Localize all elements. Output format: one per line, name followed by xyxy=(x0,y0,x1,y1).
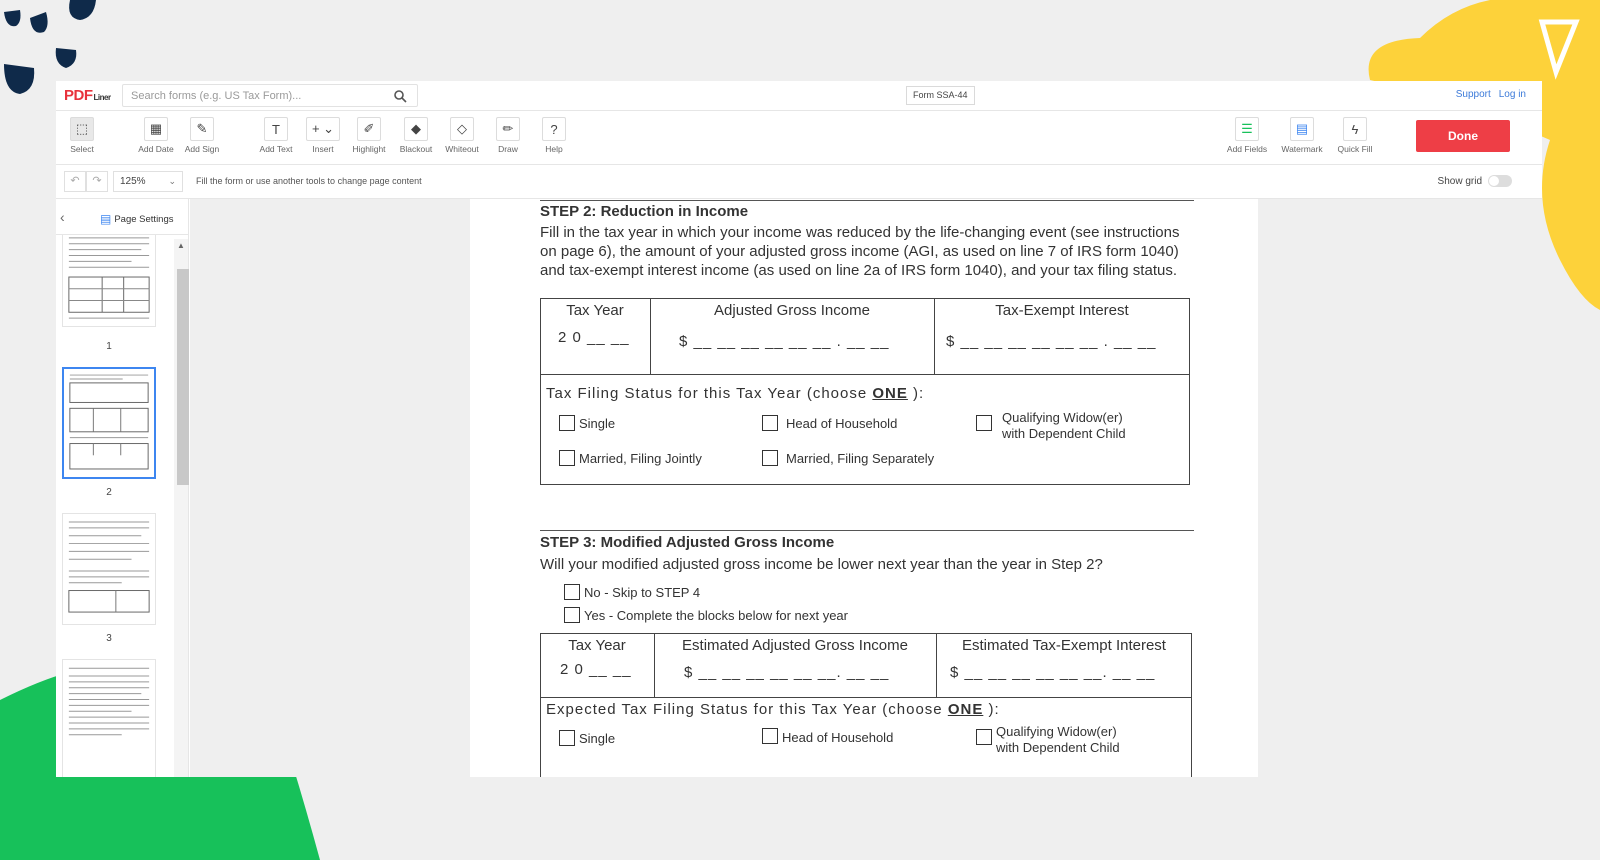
page-thumbnail-4[interactable] xyxy=(62,659,156,777)
add-text-label: Add Text xyxy=(259,144,293,154)
undo-icon[interactable]: ↶ xyxy=(64,171,86,192)
thumbnail-scrollbar[interactable] xyxy=(174,239,188,777)
settings-doc-icon: ▤ xyxy=(100,212,112,226)
quick-fill-tool[interactable] xyxy=(1331,117,1379,154)
section-divider xyxy=(540,530,1194,531)
table-divider xyxy=(540,374,1190,375)
step3-yes-label: Yes - Complete the blocks below for next year xyxy=(584,608,848,623)
hint-text: Fill the form or use another tools to change page content xyxy=(196,176,422,186)
logo-text: PDF xyxy=(64,87,93,104)
step3-hoh-checkbox[interactable] xyxy=(762,728,778,744)
support-link[interactable]: Support xyxy=(1455,89,1491,100)
step2-tax-year-field[interactable]: 2 0 __ __ xyxy=(558,329,630,346)
add-text-tool[interactable] xyxy=(252,117,300,154)
blackout-icon: ◆ xyxy=(404,117,428,141)
watermark-label: Watermark xyxy=(1281,144,1323,154)
step3-tax-year-field[interactable]: 2 0 __ __ xyxy=(560,661,632,678)
lightning-icon: ϟ xyxy=(1343,117,1367,141)
app-window xyxy=(56,81,1542,777)
filing-one: ONE xyxy=(872,385,908,402)
signature-icon: ✎ xyxy=(190,117,214,141)
select-label: Select xyxy=(70,144,94,154)
thumbnail-preview-icon xyxy=(63,660,155,777)
page-number-3: 3 xyxy=(106,633,112,644)
step3-title: STEP 3: Modified Adjusted Gross Income xyxy=(540,534,835,551)
calendar-icon: ▦ xyxy=(144,117,168,141)
step3-col-eagi: Estimated Adjusted Gross Income xyxy=(682,637,908,654)
draw-label: Draw xyxy=(498,144,518,154)
step3-no-label: No - Skip to STEP 4 xyxy=(584,585,701,600)
filing-one: ONE xyxy=(947,701,984,718)
step2-qw-checkbox[interactable] xyxy=(976,415,992,431)
filing-suffix: ): xyxy=(907,385,925,402)
watermark-icon: ▤ xyxy=(1290,117,1314,141)
whiteout-tool[interactable] xyxy=(438,117,486,154)
chevron-left-icon[interactable]: ‹ xyxy=(60,209,65,225)
sub-toolbar xyxy=(56,165,1542,199)
thumbnail-list xyxy=(56,235,174,777)
step3-qw-label-1: Qualifying Widow(er) xyxy=(996,724,1117,739)
done-button[interactable]: Done xyxy=(1416,120,1510,152)
step3-qw-checkbox[interactable] xyxy=(976,729,992,745)
cursor-icon: ⬚ xyxy=(70,117,94,141)
step2-instructions: Fill in the tax year in which your income was reduced by the life-changing event (see instructions on page 6), the amount of your adjusted gross income (AGI, as used on line 7 of IRS form 1040) and tax-exempt interest income (as used on line 2a of IRS form 1040), and your tax filing status. xyxy=(540,224,1180,279)
table-divider xyxy=(540,697,1192,698)
filing-prefix: Tax Filing Status for this Tax Year (choose xyxy=(546,385,873,402)
document-page xyxy=(470,199,1258,777)
step3-col-etei: Estimated Tax-Exempt Interest xyxy=(962,637,1166,654)
fields-icon: ☰ xyxy=(1235,117,1259,141)
step2-hoh-label: Head of Household xyxy=(786,416,898,431)
page-settings-label: Page Settings xyxy=(114,213,174,225)
toolbar xyxy=(56,111,1542,165)
step3-eagi-field[interactable]: $ __ __ __ __ __ __. __ __ xyxy=(684,664,890,681)
filing-prefix: Expected Tax Filing Status for this Tax Year (choose xyxy=(546,701,948,718)
whiteout-label: Whiteout xyxy=(445,144,479,154)
page-thumbnail-3[interactable] xyxy=(62,513,156,625)
logo-sub-text: Liner xyxy=(93,93,111,102)
redo-icon[interactable]: ↷ xyxy=(86,171,108,192)
step2-hoh-checkbox[interactable] xyxy=(762,415,778,431)
step2-mfs-checkbox[interactable] xyxy=(762,450,778,466)
thumbnail-preview-icon xyxy=(63,514,155,624)
page-number-2: 2 xyxy=(106,487,112,498)
eraser-icon: ◇ xyxy=(450,117,474,141)
document-title: Form SSA-44 xyxy=(906,86,975,105)
document-canvas xyxy=(190,199,1542,777)
blackout-label: Blackout xyxy=(399,144,433,154)
show-grid-toggle[interactable] xyxy=(1488,175,1512,187)
top-bar xyxy=(56,81,1542,111)
add-fields-label: Add Fields xyxy=(1226,144,1268,154)
page-thumbnail-1[interactable] xyxy=(62,235,156,327)
highlight-tool[interactable] xyxy=(345,117,393,154)
select-tool[interactable] xyxy=(58,117,106,154)
page-settings-button[interactable] xyxy=(100,212,174,226)
insert-tool[interactable] xyxy=(299,117,347,154)
search-icon[interactable] xyxy=(393,89,407,103)
add-date-tool[interactable] xyxy=(132,117,180,154)
step2-single-label: Single xyxy=(579,416,616,431)
zoom-select[interactable] xyxy=(113,171,183,192)
pdfliner-logo[interactable] xyxy=(64,87,111,104)
zoom-value: 125% xyxy=(120,176,146,187)
text-icon: T xyxy=(264,117,288,141)
step3-qw-label-2: with Dependent Child xyxy=(996,740,1120,755)
step3-filing-status-label xyxy=(546,701,1000,718)
show-grid-label: Show grid xyxy=(1437,175,1482,187)
filing-suffix: ): xyxy=(983,701,1000,718)
step2-title: STEP 2: Reduction in Income xyxy=(540,203,749,220)
chevron-down-icon: ⌄ xyxy=(168,176,176,186)
search-input[interactable] xyxy=(123,90,383,102)
search-box xyxy=(122,84,418,107)
login-link[interactable]: Log in xyxy=(1498,89,1526,100)
quick-fill-label: Quick Fill xyxy=(1337,144,1373,154)
step2-tei-field[interactable]: $ __ __ __ __ __ __ . __ __ xyxy=(946,333,1157,350)
watermark-tool[interactable] xyxy=(1278,117,1326,154)
step3-single-label: Single xyxy=(579,731,616,746)
step2-qw-label-2: with Dependent Child xyxy=(1002,426,1126,441)
step2-filing-status-label xyxy=(546,385,924,402)
insert-label: Insert xyxy=(312,144,334,154)
blackout-tool[interactable] xyxy=(392,117,440,154)
step3-no-checkbox[interactable] xyxy=(564,584,580,600)
page-sidebar xyxy=(56,199,189,777)
add-date-label: Add Date xyxy=(138,144,174,154)
page-thumbnail-2[interactable] xyxy=(62,367,156,479)
step2-mfj-label: Married, Filing Jointly xyxy=(579,451,702,466)
highlighter-icon: ✐ xyxy=(357,117,381,141)
step2-col-tax-year: Tax Year xyxy=(566,302,624,319)
step3-hoh-label: Head of Household xyxy=(782,730,894,745)
scroll-up-icon[interactable]: ▲ xyxy=(177,241,185,250)
step2-agi-field[interactable]: $ __ __ __ __ __ __ . __ __ xyxy=(679,333,890,350)
sidebar-header xyxy=(56,199,189,235)
step2-mfj-checkbox[interactable] xyxy=(559,450,575,466)
highlight-label: Highlight xyxy=(352,144,386,154)
draw-tool[interactable] xyxy=(484,117,532,154)
show-grid-control xyxy=(1438,175,1512,187)
step2-col-agi: Adjusted Gross Income xyxy=(714,302,870,319)
step2-qw-label-1: Qualifying Widow(er) xyxy=(1002,410,1123,425)
help-label: Help xyxy=(545,144,563,154)
step2-mfs-label: Married, Filing Separately xyxy=(786,451,935,466)
step3-single-checkbox[interactable] xyxy=(559,730,575,746)
plus-icon: + ⌄ xyxy=(306,117,340,141)
pen-icon: ✏ xyxy=(496,117,520,141)
step3-etei-field[interactable]: $ __ __ __ __ __ __. __ __ xyxy=(950,664,1156,681)
page-number-1: 1 xyxy=(106,341,112,352)
step3-col-tax-year: Tax Year xyxy=(568,637,626,654)
add-fields-tool[interactable] xyxy=(1223,117,1271,154)
step3-question: Will your modified adjusted gross income be lower next year than the year in Step 2? xyxy=(540,556,1103,573)
step2-col-tei: Tax-Exempt Interest xyxy=(995,302,1129,319)
step2-single-checkbox[interactable] xyxy=(559,415,575,431)
step3-yes-checkbox[interactable] xyxy=(564,607,580,623)
scrollbar-thumb[interactable] xyxy=(177,269,189,485)
question-icon: ? xyxy=(542,117,566,141)
help-tool[interactable] xyxy=(530,117,578,154)
thumbnail-preview-icon xyxy=(63,235,155,326)
add-sign-tool[interactable] xyxy=(178,117,226,154)
section-divider xyxy=(540,200,1194,201)
add-sign-label: Add Sign xyxy=(184,144,220,154)
thumbnail-preview-icon xyxy=(64,369,154,477)
